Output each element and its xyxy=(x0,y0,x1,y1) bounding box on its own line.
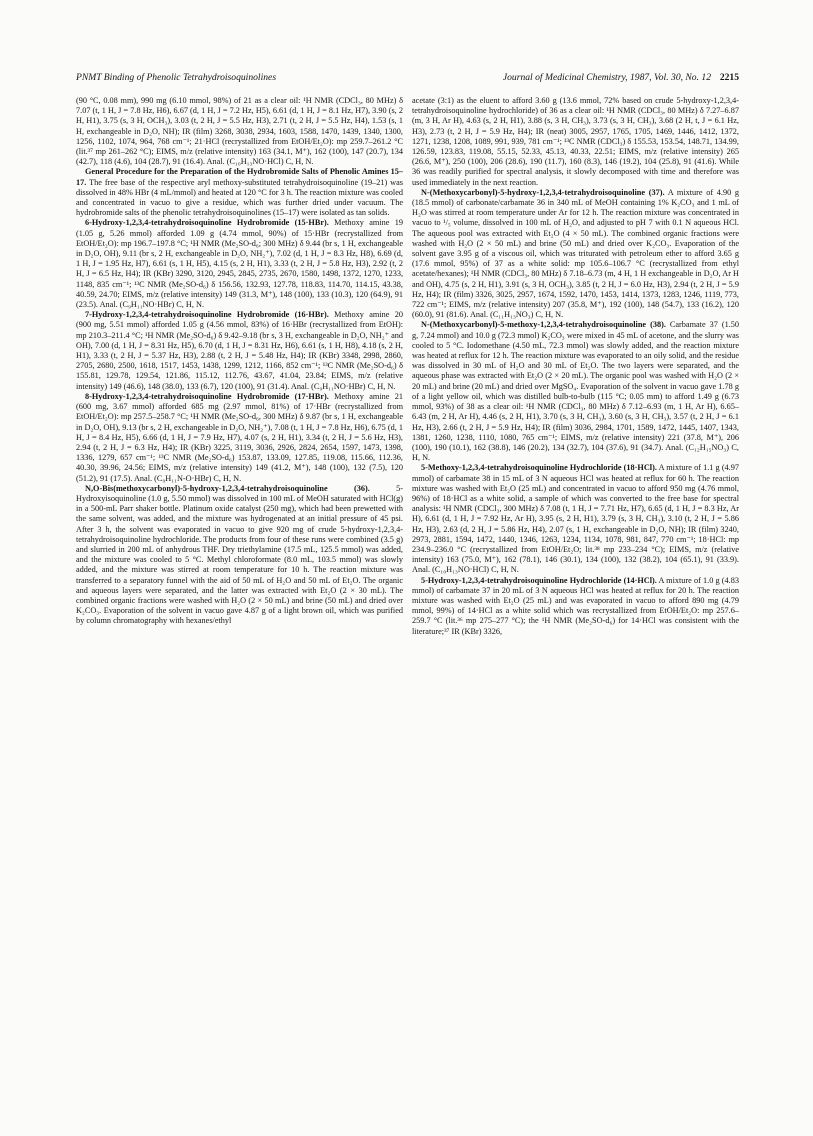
section-heading: 6-Hydroxy-1,2,3,4-tetrahydroisoquinoline Hydrobromide (15·HBr). xyxy=(85,218,329,228)
paragraph: 5-Hydroxy-1,2,3,4-tetrahydroisoquinoline Hydrochloride (14·HCl). A mixture of 1.0 g (4.83 mmol) of carbamate 37 in 20 mL of 3 N aqueous HCl was heated at reflux for 20 h. The reaction mixture was washed with Et₂O (25 mL) and was evaporated in vacuo to afford 890 mg (4.79 mmol, 99%) of 14·HCl as a white solid which was recrystallized from EtOH/Et₂O: mp 257.6–259.7 °C (lit.³⁶ mp 275–277 °C); the ¹H NMR (Me₂SO-d₆) for 14·HCl was consistent with the literature;³⁷ IR (KBr) 3326, xyxy=(412,575,739,636)
header-journal-citation: Journal of Medicinal Chemistry, 1987, Vol. 30, No. 12 xyxy=(502,72,711,83)
paragraph: acetate (3:1) as the eluent to afford 3.60 g (13.6 mmol, 72% based on crude 5-hydroxy-1,2,3,4-tetrahydroisoquinoline hydrochloride) of 36 as a clear oil: ¹H NMR (CDCl₃, 80 MHz) δ 7.27–6.87 (m, 3 H, Ar H), 4.63 (s, 2 H, H1), 3.88 (s, 3 H, CH₃), 3.73 (s, 3 H, CH₃), 3.68 (2 H, t, J = 6.1 Hz, H3), 2.73 (t, 2 H, J = 5.9 Hz, H4); IR (neat) 3005, 2957, 1765, 1705, 1469, 1446, 1412, 1372, 1271, 1238, 1208, 1089, 991, 939, 781 cm⁻¹; ¹³C NMR (CDCl₃) δ 155.53, 153.54, 148.71, 134.99, 126.59, 123.83, 119.08, 55.15, 52.33, 45.13, 40.33, 22.51; EIMS, m/z (relative intensity) 265 (26.6, M⁺), 250 (100), 206 (28.6), 190 (11.7), 160 (8.3), 146 (19.2), 104 (25.8), 91 (41.6). While 36 was readily purified for spectral analysis, it slowly decomposed with time and therefore was used immediately in the next reaction. xyxy=(412,96,739,187)
section-heading: N-(Methoxycarbonyl)-5-methoxy-1,2,3,4-tetrahydroisoquinoline (38). xyxy=(421,320,666,330)
running-header xyxy=(76,72,739,86)
paragraph: 5-Methoxy-1,2,3,4-tetrahydroisoquinoline Hydrochloride (18·HCl). A mixture of 1.1 g (4.97 mmol) of carbamate 38 in 15 mL of 3 N aqueous HCl was heated at reflux for 60 h. The reaction mixture was washed with Et₂O (25 mL) and concentrated in vacuo to afford 950 mg (4.76 mmol, 96%) of 18·HCl as a white solid, a sample of which was converted to the free base for spectral analysis: ¹H NMR (CDCl₃, 300 MHz) δ 7.08 (t, 1 H, J = 7.71 Hz, H7), 6.65 (d, 1 H, J = 8.3 Hz, Ar H), 6.61 (d, 1 H, J = 7.92 Hz, Ar H), 3.95 (s, 2 H, H1), 3.79 (s, 3 H, CH₃), 3.10 (t, 2 H, J = 5.86 Hz, H3), 2.63 (d, 2 H, J = 5.86 Hz, H4), 2.07 (s, 1 H, exchangeable in D₂O, NH); IR (film) 3240, 2973, 2881, 1594, 1472, 1440, 1346, 1263, 1234, 1134, 1078, 981, 847, 770 cm⁻¹; 18·HCl: mp 234.9–236.0 °C (recrystallized from EtOH/Et₂O; lit.³⁸ mp 233–234 °C); EIMS, m/z (relative intensity) 163 (75.0, M⁺), 162 (78.1), 146 (30.1), 134 (100), 132 (38.2), 104 (65.1), 91 (33.9). Anal. (C₁₀H₁₃NO·HCl) C, H, N. xyxy=(412,463,739,575)
paragraph: N-(Methoxycarbonyl)-5-hydroxy-1,2,3,4-tetrahydroisoquinoline (37). A mixture of 4.90 g (18.5 mmol) of carbonate/carbamate 36 in 340 mL of MeOH containing 1% K₂CO₃ and 1 mL of H₂O was stirred at room temperature under Ar for 12 h. The reaction mixture was concentrated in vacuo to ¹/₅ volume, dissolved in 100 mL of H₂O, and adjusted to pH 7 with 0.1 N aqueous HCl. The aqueous pool was extracted with Et₂O (4 × 50 mL). The combined organic fractions were washed with H₂O (2 × 50 mL) and brine (50 mL) and dried over K₂CO₃. Evaporation of the solvent gave 3.95 g of a viscous oil, which was triturated with petroleum ether to afford 3.65 g (17.6 mmol, 95%) of 37 as a white solid: mp 105.6–106.7 °C (recrystallized from ethyl acetate/hexanes); ¹H NMR (CDCl₃, 80 MHz) δ 7.18–6.73 (m, 4 H, 1 H exchangeable in D₂O, Ar H and OH), 4.75 (s, 2 H, H1), 3.91 (s, 3 H, OCH₃), 3.85 (t, 2 H, J = 6.0 Hz, H3), 2.94 (t, 2 H, J = 5.9 Hz, H4); IR (film) 3326, 3025, 2957, 1674, 1592, 1470, 1453, 1414, 1373, 1283, 1246, 1119, 773, 722 cm⁻¹; EIMS, m/z (relative intensity) 207 (35.8, M⁺), 192 (100), 148 (54.7), 133 (16.2), 120 (60.0), 91 (81.6). Anal. (C₁₁H₁₃NO₃) C, H, N. xyxy=(412,187,739,320)
section-heading: 5-Hydroxy-1,2,3,4-tetrahydroisoquinoline Hydrochloride (14·HCl). xyxy=(421,575,657,585)
paragraph: (90 °C, 0.08 mm), 990 mg (6.10 mmol, 98%) of 21 as a clear oil: ¹H NMR (CDCl₃, 80 MHz) δ 7.07 (t, 1 H, J = 7.8 Hz, H6), 6.67 (d, 1 H, J = 7.2 Hz, H5), 6.61 (d, 1 H, J = 8.1 Hz, H7), 3.90 (s, 2 H, H1), 3.75 (s, 3 H, OCH₃), 3.03 (t, 2 H, J = 5.5 Hz, H3), 2.71 (t, 2 H, J = 5.5 Hz, H4), 1.53 (s, 1 H, exchangeable in D₂O, NH); IR (film) 3268, 3038, 2934, 1603, 1588, 1470, 1439, 1340, 1300, 1256, 1102, 1074, 964, 768 cm⁻¹; 21·HCl (recrystallized from EtOH/Et₂O): mp 259.7–261.2 °C (lit.³⁷ mp 261–262 °C); EIMS, m/z (relative intensity) 163 (34.1, M⁺), 162 (100), 147 (20.7), 134 (42.7), 118 (4.6), 104 (28.7), 91 (16.4). Anal. (C₁₀H₁₃NO·HCl) C, H, N. xyxy=(76,96,403,167)
section-heading: 8-Hydroxy-1,2,3,4-tetrahydroisoquinoline Hydrobromide (17·HBr). xyxy=(85,391,329,401)
header-article-title: PNMT Binding of Phenolic Tetrahydroisoquinolines xyxy=(76,72,277,83)
paragraph: 7-Hydroxy-1,2,3,4-tetrahydroisoquinoline Hydrobromide (16·HBr). Methoxy amine 20 (900 mg, 5.51 mmol) afforded 1.05 g (4.56 mmol, 83%) of 16·HBr (recrystallized from EtOH): mp 210.3–211.4 °C; ¹H NMR (Me₂SO-d₆) δ 9.42–9.18 (br s, 3 H, exchangeable in D₂O, NH₂⁺ and OH), 7.00 (d, 1 H, J = 8.31 Hz, H5), 6.70 (d, 1 H, J = 8.31 Hz, H6), 6.61 (s, 1 H, H8), 4.18 (s, 2 H, H1), 3.33 (t, 2 H, J = 5.37 Hz, H3), 2.88 (t, 2 H, J = 5.48 Hz, H4); IR (KBr) 3348, 2998, 2860, 2705, 2680, 2500, 1618, 1517, 1453, 1438, 1299, 1212, 1166, 852 cm⁻¹; ¹³C NMR (Me₂SO-d₆) δ 155.81, 129.78, 129.54, 121.86, 115.12, 112.76, 43.67, 41.04, 23.84; EIMS, m/z (relative intensity) 149 (46.6), 148 (38.0), 133 (6.7), 120 (100), 91 (31.4). Anal. (C₉H₁₁NO·HBr) C, H, N. xyxy=(76,310,403,391)
section-heading: 7-Hydroxy-1,2,3,4-tetrahydroisoquinoline Hydrobromide (16·HBr). xyxy=(85,310,329,320)
paragraph: General Procedure for the Preparation of the Hydrobromide Salts of Phenolic Amines 15–17. The free base of the respective aryl methoxy-substituted tetrahydroisoquinoline (19–21) was dissolved in 48% HBr (4 mL/mmol) and heated at 120 °C for 3 h. The reaction mixture was cooled and concentrated in vacuo to give a residue, which was further dried under vacuum. The hydrobromide salts of the phenolic tetrahydroisoquinolines (15–17) were isolated as tan solids. xyxy=(76,167,403,218)
section-heading: 5-Methoxy-1,2,3,4-tetrahydroisoquinoline Hydrochloride (18·HCl). xyxy=(421,463,657,473)
paragraph: N,O-Bis(methoxycarbonyl)-5-hydroxy-1,2,3,4-tetrahydroisoquinoline (36). 5-Hydroxyisoquinoline (1.0 g, 5.50 mmol) was dissolved in 100 mL of MeOH saturated with HCl(g) in a 500-mL Parr shaker bottle. Platinum oxide catalyst (250 mg), which had been prewetted with the same solvent, was added, and the mixture was hydrogenated at an initial pressure of 45 psi. After 3 h, the solvent was evaporated in vacuo to give 920 mg of crude 5-hydroxy-1,2,3,4-tetrahydroisoquinoline hydrochloride. The products from four of these runs were combined (3.5 g) and slurried in 200 mL of anhydrous THF. Dry triethylamine (17.5 mL, 125.5 mmol) was added, and the mixture was cooled to 5 °C. Methyl chloroformate (8.0 mL, 103.5 mmol) was slowly added, and the mixture was stirred at room temperature for 10 h. The reaction mixture was transferred to a separatory funnel with the aid of 50 mL of H₂O and 50 mL of Et₂O. The organic and aqueous layers were separated, and the latter was extracted with Et₂O (2 × 30 mL). The combined organic fractions were washed with H₂O (2 × 50 mL) and brine (50 mL) and dried over K₂CO₃. Evaporation of the solvent in vacuo gave 4.87 g of a light brown oil, which was purified by column chromatography with hexanes/ethyl xyxy=(76,483,403,626)
page-number: 2215 xyxy=(719,72,739,83)
section-heading: N-(Methoxycarbonyl)-5-hydroxy-1,2,3,4-tetrahydroisoquinoline (37). xyxy=(421,187,665,197)
paragraph: N-(Methoxycarbonyl)-5-methoxy-1,2,3,4-tetrahydroisoquinoline (38). Carbamate 37 (1.50 g, 7.24 mmol) and 10.0 g (72.3 mmol) K₂CO₃ were mixed in 45 mL of acetone, and the slurry was cooled to 5 °C. Iodomethane (4.50 mL, 72.3 mmol) was slowly added, and the reaction mixture was heated at reflux for 12 h. The reaction mixture was evaporated to an oily solid, and the residue was dissolved in 30 mL of H₂O and 30 mL of Et₂O. The two layers were separated, and the aqueous phase was extracted with Et₂O (2 × 20 mL). The organic pool was washed with H₂O (2 × 20 mL) and brine (20 mL) and dried over MgSO₄. Evaporation of the solvent in vacuo gave 1.78 g of a light yellow oil, which was distilled bulb-to-bulb (115 °C; 0.05 mm) to afford 1.49 g (6.73 mmol, 93%) of 38 as a clear oil: ¹H NMR (CDCl₃, 80 MHz) δ 7.12–6.93 (m, 1 H, Ar H), 6.65–6.43 (m, 2 H, Ar H), 4.46 (s, 2 H, H1), 3.70 (s, 3 H, CH₃), 3.60 (s, 3 H, CH₃), 3.57 (t, 2 H, J = 6.1 Hz, H3), 2.66 (t, 2 H, J = 5.9 Hz, H4); IR (film) 3036, 2984, 1701, 1589, 1472, 1445, 1407, 1343, 1381, 1260, 1238, 1110, 1080, 765 cm⁻¹; EIMS, m/z (relative intensity) 221 (37.8, M⁺), 206 (100), 190 (10.1), 162 (38.8), 146 (20.2), 134 (32.7), 104 (37.6), 91 (34.7). Anal. (C₁₂H₁₅NO₃) C, H, N. xyxy=(412,320,739,463)
right-column xyxy=(412,96,739,1096)
section-heading: N,O-Bis(methoxycarbonyl)-5-hydroxy-1,2,3,4-tetrahydroisoquinoline (36). xyxy=(85,483,370,493)
paragraph: 6-Hydroxy-1,2,3,4-tetrahydroisoquinoline Hydrobromide (15·HBr). Methoxy amine 19 (1.05 g, 5.26 mmol) afforded 1.09 g (4.74 mmol, 90%) of 15·HBr (recrystallized from EtOH/Et₂O): mp 196.7–197.8 °C; ¹H NMR (Me₂SO-d₆; 300 MHz) δ 9.44 (br s, 1 H, exchangeable in D₂O, OH), 9.11 (br s, 2 H, exchangeable in D₂O, NH₂⁺), 7.02 (d, 1 H, J = 8.3 Hz, H8), 6.69 (d, 1 H, J = 1.95 Hz, H7), 6.61 (s, 1 H, H5), 4.15 (s, 2 H, H1), 3.33 (t, 2 H, J = 5.8 Hz, H3), 2.92 (t, 2 H, J = 6.5 Hz, H4); IR (KBr) 3290, 3120, 2945, 2845, 2735, 2670, 1580, 1498, 1372, 1270, 1233, 1148, 835 cm⁻¹; ¹³C NMR (Me₂SO-d₆) δ 156.56, 132.93, 127.78, 118.83, 114.70, 114.15, 43.38, 40.59, 24.70; EIMS, m/z (relative intensity) 149 (31.3, M⁺), 148 (100), 133 (10.3), 120 (64.9), 91 (23.5). Anal. (C₉H₁₁NO·HBr) C, H, N. xyxy=(76,218,403,310)
paragraph: 8-Hydroxy-1,2,3,4-tetrahydroisoquinoline Hydrobromide (17·HBr). Methoxy amine 21 (600 mg, 3.67 mmol) afforded 685 mg (2.97 mmol, 81%) of 17·HBr (recrystallized from EtOH/Et₂O): mp 257.5–258.7 °C; ¹H NMR (Me₂SO-d₆, 300 MHz) δ 9.87 (br s, 1 H, exchangeable in D₂O, OH), 9.13 (br s, 2 H, exchangeable in D₂O, NH₂⁺), 7.08 (t, 1 H, J = 7.8 Hz, H6), 6.75 (d, 1 H, J = 8.4 Hz, H5), 6.66 (d, 1 H, J = 7.9 Hz, H7), 4.07 (s, 2 H, H1), 3.34 (t, 2 H, J = 5.6 Hz, H3), 2.94 (t, 2 H, J = 6.3 Hz, H4); IR (KBr) 3225, 3119, 3036, 2926, 2824, 2654, 1597, 1473, 1398, 1336, 1279, 657 cm⁻¹; ¹³C NMR (Me₂SO-d₆) 153.87, 133.09, 127.85, 119.08, 115.66, 112.36, 40.30, 39.96, 24.56; EIMS, m/z (relative intensity) 149 (41.2, M⁺), 148 (100), 132 (7.5), 120 (51.2), 91 (17.5). Anal. (C₉H₁₁N-O·HBr) C, H, N. xyxy=(76,391,403,483)
section-heading: General Procedure for the Preparation of the Hydrobromide Salts of Phenolic Amines 15–17. xyxy=(76,167,403,187)
left-column xyxy=(76,96,403,1096)
